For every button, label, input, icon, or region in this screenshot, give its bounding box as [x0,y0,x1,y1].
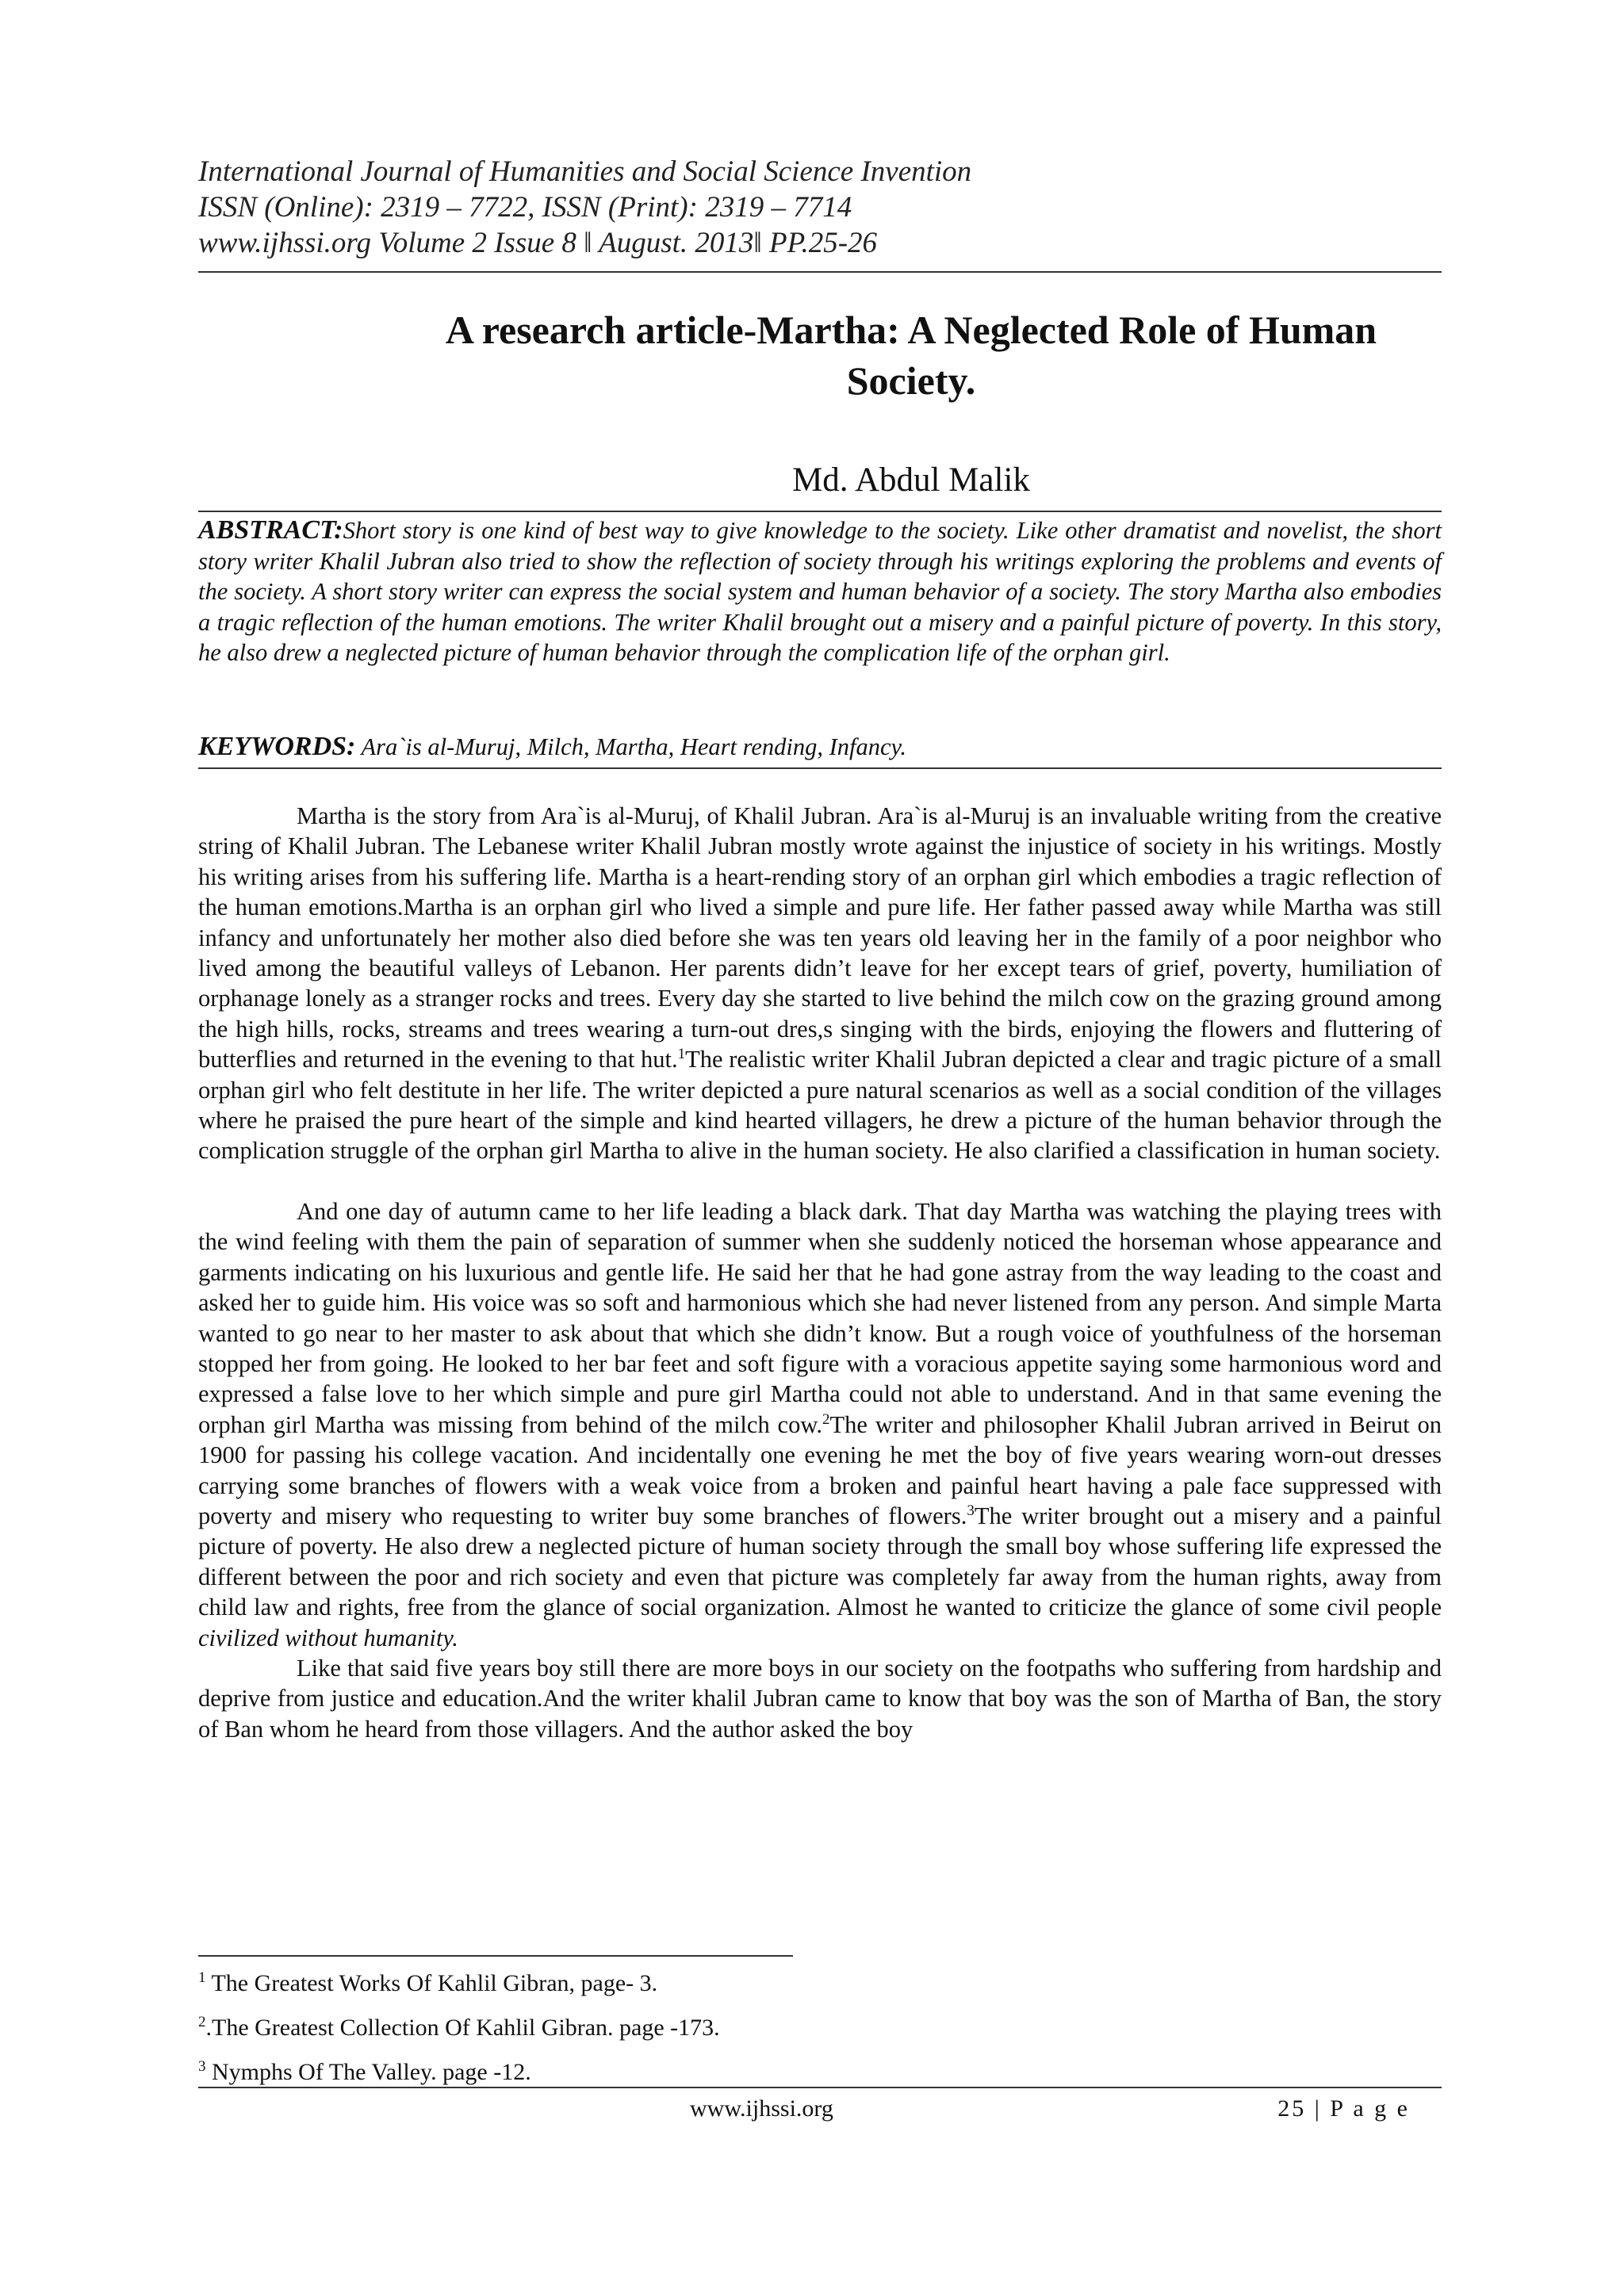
footnote-ref-2: 2 [822,1410,830,1428]
article-author: Md. Abdul Malik [792,461,1030,499]
article-body [198,801,1442,1744]
journal-header [198,154,1442,261]
header-divider [198,271,1442,273]
footnote-ref-1: 1 [677,1046,686,1063]
body-paragraph-3: Like that said five years boy still there are more boys in our society on the footpaths who suffering from hardship and deprive from justice and education.And the writer khalil Jubran came to know that boy was the son of Martha of Ban, the story of Ban whom he heard from those villagers. And the author asked the boy [198,1654,1442,1743]
journal-volume: www.ijhssi.org Volume 2 Issue 8 ǁ August. 2013ǁ PP.25-26 [198,227,878,259]
abstract [198,515,1442,668]
page-footer [198,2091,1442,2128]
footnote-divider [198,1955,793,1957]
page-number: 25 | P a g e [1277,2095,1410,2122]
abstract-text: Short story is one kind of best way to give knowledge to the society. Like other dramatist and novelist, the short story writer Khalil Jubran also tried to show the reflection of society through his writings exploring the problems and events of the society. A short story writer can express the social system and human behavior of a society. The story Martha also embodies a tragic reflection of the human emotions. The writer Khalil brought out a misery and a painful picture of poverty. In this story, he also drew a neglected picture of human behavior through the complication life of the orphan girl. [198,517,1442,667]
footnote-ref-3: 3 [967,1502,975,1519]
journal-name: International Journal of Humanities and Social Science Invention [198,155,972,188]
footnote-1: $^1$ The Greatest Works Of Kahlil Gibran, page- 3. [198,1969,658,1996]
journal-issn: ISSN (Online): 2319 – 7722, ISSN (Print): 2319 – 7714 [198,191,852,224]
footer-divider [198,2087,1442,2088]
footnotes [198,1968,1442,2101]
keywords-text: Ara`is al-Muruj, Milch, Martha, Heart rending, Infancy. [361,733,907,760]
footer-url[interactable]: www.ijhssi.org [690,2095,833,2122]
body-paragraph-2: And one day of autumn came to her life leading a black dark. That day Martha was watching the playing trees with the wind feeling with them the pain of separation of summer when she suddenly noticed the horseman whose appearance and garments indicating on his luxurious and gentle life. He said her that he had gone astray from the way leading to the coast and asked her to guide him. His voice was so soft and harmonious which she had never listened from any person. And simple Marta wanted to go near to her master to ask about that which she didn’t know. But a rough voice of youthfulness of the horseman stopped her from going. He looked to her bar feet and soft figure with a voracious appetite saying some harmonious word and expressed a false love to her which simple and pure girl Martha could not able to understand. And in that same evening the orphan girl Martha was missing from behind of the milch cow.$^2$The writer and philosopher Khalil Jubran arrived in Beirut on 1900 for passing his college vacation. And incidentally one evening he met the boy of five years wearing worn-out dresses carrying some branches of flowers with a weak voice from a broken and painful heart having a pale face suppressed with poverty and misery who requesting to writer buy some branches of flowers.$^3$The writer brought out a misery and a painful picture of poverty. He also drew a neglected picture of human society through the small boy whose suffering life expressed the different between the poor and rich society and even that picture was completely far away from the human rights, away from child law and rights, free from the glance of social organization. Almost he wanted to criticize the glance of some civil people civilized without humanity. [198,1197,1442,1651]
keywords-divider [198,767,1442,769]
article-title: A research article-Martha: A Neglected Role of Human Society. [445,308,1377,403]
keywords-label: KEYWORDS: [198,732,356,761]
abstract-label: ABSTRACT: [198,515,343,545]
author-divider [198,511,1442,512]
footnote-2: $^2$.The Greatest Collection Of Kahlil Gibran. page -173. [198,2014,720,2041]
keywords [198,731,1442,763]
footnote-3: $^3$ Nymphs Of The Valley. page -12. [198,2058,531,2085]
italic-phrase: civilized without humanity. [198,1624,458,1651]
body-paragraph-1: Martha is the story from Ara`is al-Muruj, of Khalil Jubran. Ara`is al-Muruj is an invaluable writing from the creative string of Khalil Jubran. The Lebanese writer Khalil Jubran mostly wrote against the injustice of society in his writings. Mostly his writing arises from his suffering life. Martha is a heart-rending story of an orphan girl which embodies a tragic reflection of the human emotions.Martha is an orphan girl who lived a simple and pure life. Her father passed away while Martha was still infancy and unfortunately her mother also died before she was ten years old leaving her in the family of a poor neighbor who lived among the beautiful valleys of Lebanon. Her parents didn’t leave for her except tears of grief, poverty, humiliation of orphanage lonely as a stranger rocks and trees. Every day she started to live behind the milch cow on the grazing ground among the high hills, rocks, streams and trees wearing a turn-out dres,s singing with the birds, enjoying the flowers and fluttering of butterflies and returned in the evening to that hut.$^1$The realistic writer Khalil Jubran depicted a clear and tragic picture of a small orphan girl who felt destitute in her life. The writer depicted a pure natural scenarios as well as a social condition of the villages where he praised the pure heart of the simple and kind hearted villagers, he drew a picture of the human behavior through the complication struggle of the orphan girl Martha to alive in the human society. He also clarified a classification in human society. [198,802,1442,1165]
